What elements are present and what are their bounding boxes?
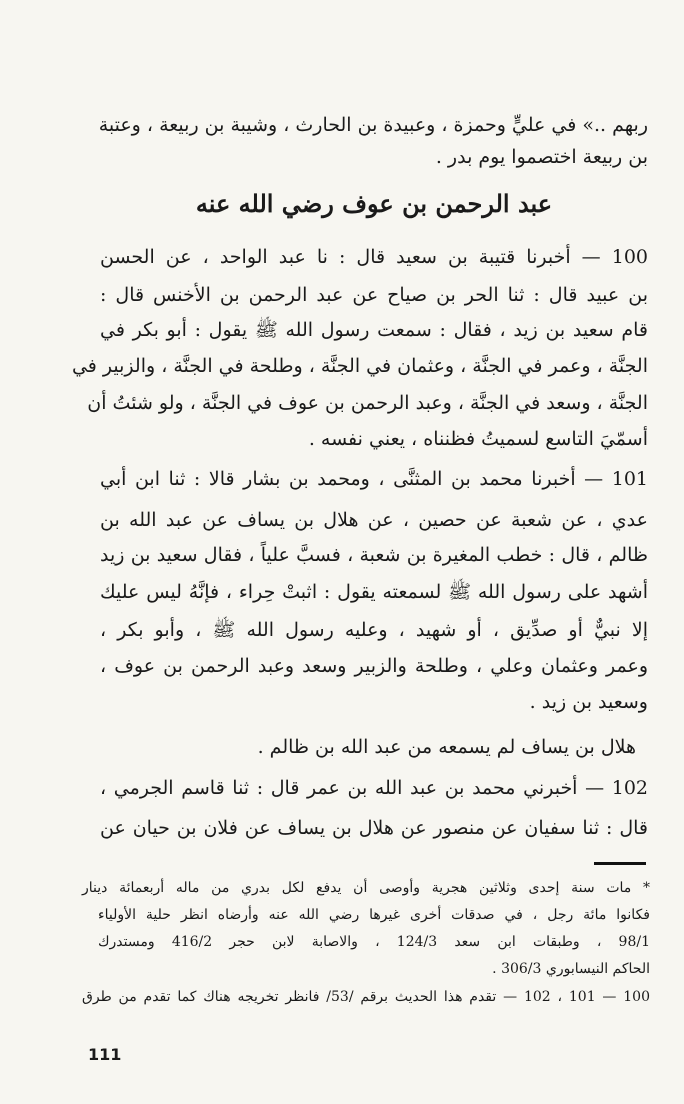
hadith-line: بن عبيد قال : ثنا الحر بن صياح عن عبد الرحمن بن الأخنس قال : (100, 284, 648, 306)
hadith-line: أشهد على رسول الله ﷺ لسمعته يقول : اثبتْ حِراء ، فإنَّهُ ليس عليك (100, 581, 648, 603)
footnote-separator (594, 862, 646, 865)
hadith-line: 102 — أخبرني محمد بن عبد الله بن عمر قال : ثنا قاسم الجرمي ، (100, 777, 648, 799)
footnote-line: الحاكم النيسابوري 306/3 . (492, 961, 650, 977)
section-heading: عبد الرحمن بن عوف رضي الله عنه (195, 189, 553, 218)
hadith-line: وسعيد بن زيد . (529, 691, 648, 713)
footnote-line: 98/1 ، وطبقات ابن سعد 124/3 ، والاصابة لابن حجر 416/2 ومستدرك (98, 934, 650, 950)
hadith-line: الجنَّة ، وعمر في الجنَّة ، وعثمان في الجنَّة ، وطلحة في الجنَّة ، والزبير في (71, 355, 648, 377)
hadith-line: 101 — أخبرنا محمد بن المثنَّى ، ومحمد بن بشار قالا : ثنا ابن أبي (100, 468, 648, 490)
footnote-line: * مات سنة إحدى وثلاثين هجرية وأوصى أن يدفع لكل بدري من ماله أربعمائة دينار (82, 880, 650, 896)
footnote-line: فكانوا مائة رجل ، في صدقات أخرى غيرها رضي الله عنه وأرضاه انظر حلية الأولياء (98, 907, 650, 923)
hadith-line: قام سعيد بن زيد ، فقال : سمعت رسول الله ﷺ يقول : أبو بكر في (100, 319, 648, 341)
hadith-line: قال : ثنا سفيان عن منصور عن هلال بن يساف عن فلان بن حيان عن (100, 817, 648, 839)
hadith-line: أسمّيَ التاسع لسميتُ فظنناه ، يعني نفسه . (308, 428, 648, 450)
page-number: 111 (88, 1045, 122, 1064)
footnote-line: 100 — 101 ، 102 — تقدم هذا الحديث برقم /53/ فانظر تخريجه هناك كما تقدم من طرق (82, 989, 650, 1005)
hadith-note: هلال بن يساف لم يسمعه من عبد الله بن ظالم . (257, 736, 636, 758)
hadith-line: 100 — أخبرنا قتيبة بن سعيد قال : نا عبد الواحد ، عن الحسن (100, 246, 648, 268)
hadith-line: الجنَّة ، وسعد في الجنَّة ، وعبد الرحمن بن عوف في الجنَّة ، ولو شئتُ أن (87, 392, 648, 414)
text-line: ربهم ..» في عليٍّ وحمزة ، وعبيدة بن الحارث ، وشيبة بن ربيعة ، وعتبة (98, 114, 648, 136)
hadith-line: وعمر وعثمان وعلي ، وطلحة والزبير وسعد وعبد الرحمن بن عوف ، (100, 655, 648, 677)
text-line: بن ربيعة اختصموا يوم بدر . (435, 146, 648, 168)
hadith-line: ظالم ، قال : خطب المغيرة بن شعبة ، فسبَّ علياً ، فقال سعيد بن زيد (100, 544, 648, 566)
hadith-line: عدي ، عن شعبة عن حصين ، عن هلال بن يساف عن عبد الله بن (100, 509, 648, 531)
hadith-line: إلا نبيٌّ أو صدِّيق ، أو شهيد ، وعليه رسول الله ﷺ ، وأبو بكر ، (100, 619, 648, 641)
